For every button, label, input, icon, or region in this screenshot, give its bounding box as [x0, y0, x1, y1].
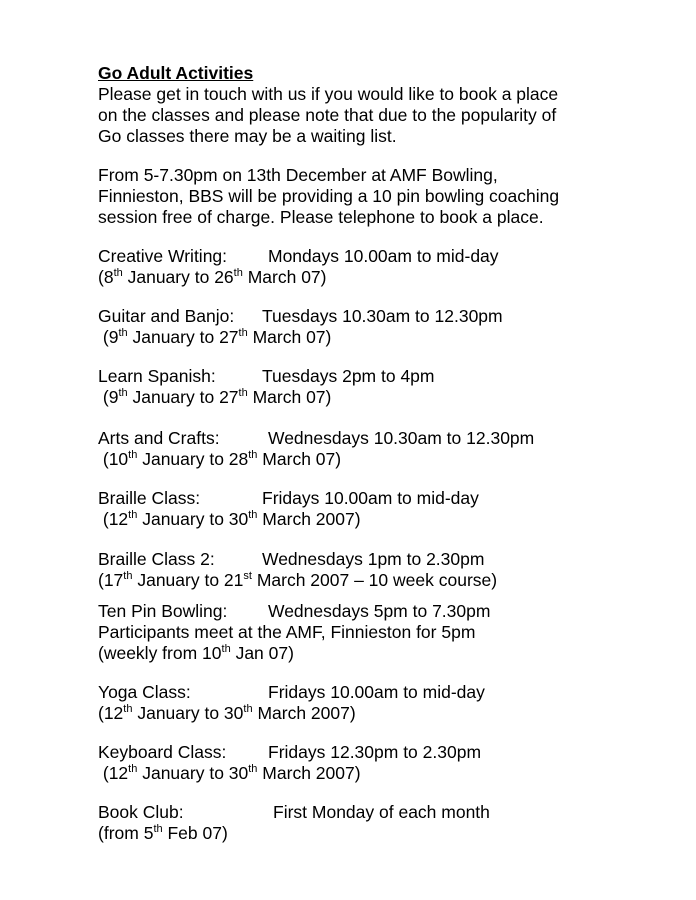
activity-time: Tuesdays 10.30am to 12.30pm: [262, 306, 503, 326]
bowling-line: From 5-7.30pm on 13th December at AMF Bowling,: [98, 165, 498, 185]
activity-name: Learn Spanish:: [98, 366, 216, 386]
activity-dates: (17th January to 21st March 2007 – 10 week course): [98, 570, 498, 590]
activity-name: Arts and Crafts:: [98, 428, 220, 448]
activity-note: Participants meet at the AMF, Finnieston for 5pm: [98, 622, 476, 642]
activity-dates: (9th January to 27th March 07): [98, 387, 332, 407]
activity-time: Wednesdays 10.30am to 12.30pm: [268, 428, 535, 448]
activity-time: Wednesdays 5pm to 7.30pm: [268, 601, 491, 621]
activity-book-club: [98, 802, 688, 844]
intro-line: Go classes there may be a waiting list.: [98, 126, 397, 146]
activity-braille-class-2: [98, 549, 688, 591]
activity-time: Fridays 10.00am to mid-day: [268, 682, 485, 702]
document-page: [98, 63, 688, 844]
activity-name: Ten Pin Bowling:: [98, 601, 228, 621]
activity-time: Tuesdays 2pm to 4pm: [262, 366, 435, 386]
page-title: Go Adult Activities: [98, 63, 254, 83]
activity-name: Book Club:: [98, 802, 184, 822]
activity-guitar-banjo: [98, 306, 688, 348]
activity-keyboard-class: [98, 742, 688, 784]
bowling-line: session free of charge. Please telephone to book a place.: [98, 207, 544, 227]
activity-name: Keyboard Class:: [98, 742, 227, 762]
activity-name: Creative Writing:: [98, 246, 228, 266]
activity-time: Wednesdays 1pm to 2.30pm: [262, 549, 485, 569]
bowling-line: Finnieston, BBS will be providing a 10 pin bowling coaching: [98, 186, 560, 206]
activity-name: Braille Class:: [98, 488, 201, 508]
activity-time: Fridays 10.00am to mid-day: [262, 488, 479, 508]
activity-yoga-class: [98, 682, 688, 724]
activity-name: Braille Class 2:: [98, 549, 215, 569]
activity-dates: (weekly from 10th Jan 07): [98, 643, 294, 663]
activity-ten-pin-bowling: [98, 601, 688, 664]
activity-learn-spanish: [98, 366, 688, 408]
activity-dates: (12th January to 30th March 2007): [98, 703, 356, 723]
activity-braille-class: [98, 488, 688, 530]
activity-name: Guitar and Banjo:: [98, 306, 235, 326]
activity-time: First Monday of each month: [273, 802, 490, 822]
activity-time: Mondays 10.00am to mid-day: [268, 246, 499, 266]
intro-line: on the classes and please note that due to the popularity of: [98, 105, 557, 125]
activity-name: Yoga Class:: [98, 682, 191, 702]
activity-creative-writing: [98, 246, 688, 288]
intro-paragraph: [98, 84, 688, 147]
intro-line: Please get in touch with us if you would like to book a place: [98, 84, 559, 104]
bowling-paragraph: [98, 165, 688, 228]
activity-dates: (12th January to 30th March 2007): [98, 763, 361, 783]
activity-dates: (from 5th Feb 07): [98, 823, 228, 843]
activity-dates: (9th January to 27th March 07): [98, 327, 332, 347]
activity-dates: (12th January to 30th March 2007): [98, 509, 361, 529]
activity-arts-crafts: [98, 428, 688, 470]
activity-dates: (8th January to 26th March 07): [98, 267, 327, 287]
activity-dates: (10th January to 28th March 07): [98, 449, 342, 469]
activity-time: Fridays 12.30pm to 2.30pm: [268, 742, 482, 762]
